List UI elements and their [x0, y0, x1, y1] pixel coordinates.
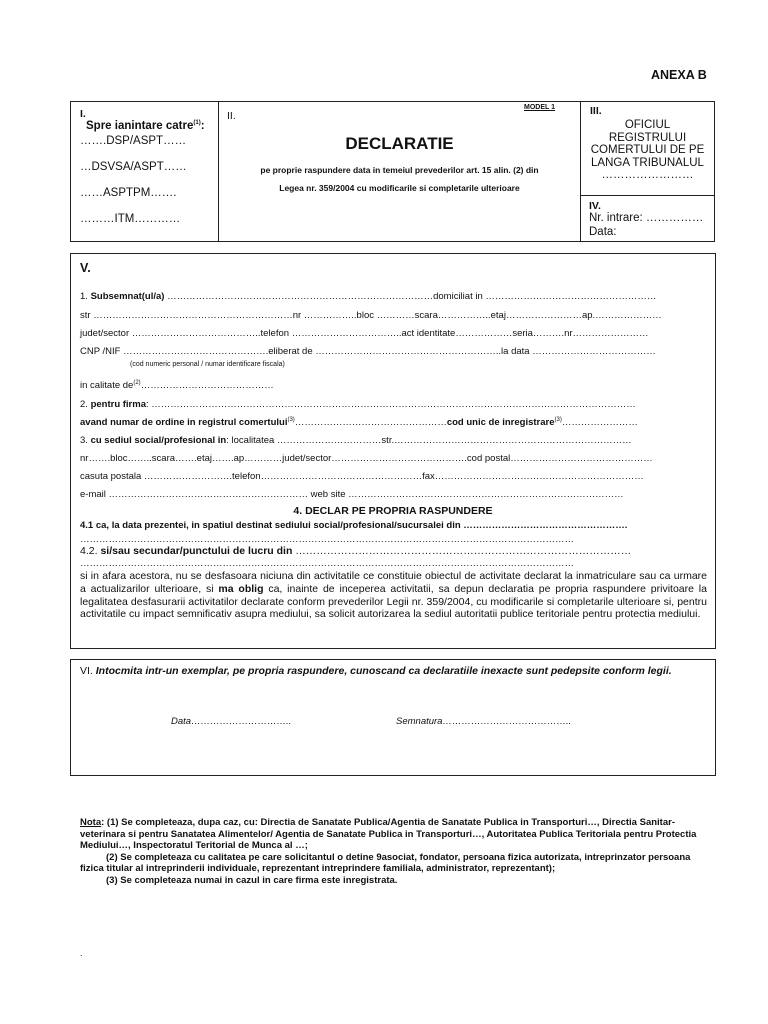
- cnp-row: CNP /NIF ……………………………………….eliberat de …………………………………………………..la data …………………………………: [80, 346, 656, 357]
- section-v-number: V.: [80, 261, 91, 275]
- note-2: (2) Se completeaza cu calitatea pe care solicitantul o detine 9asociat, fondator, persoana fizica autorizata, intreprinzator persoana fizica titular al intreprinderii individuale, reprezentant intreprindere familiala, administrator, reprezentant);: [80, 851, 691, 874]
- annex-label: ANEXA B: [651, 68, 707, 82]
- registry-office: OFICIUL REGISTRULUI COMERTULUI DE PE LANGA TRIBUNALUL ……………………: [590, 119, 705, 181]
- declare-heading: 4. DECLAR PE PROPRIA RASPUNDERE: [293, 505, 493, 517]
- registered-office-row: 3. cu sediul social/profesional in: localitatea ……………………………str.…………………………………………………………………: [80, 435, 632, 446]
- entry-number-field: Nr. intrare: ……………: [589, 212, 704, 224]
- subsemnat-row: 1. Subsemnat(ul/a) …………………………………………………………………………domiciliat in ………………………………………………: [80, 291, 657, 302]
- entry-date-field: Data:: [589, 226, 617, 238]
- section-i-title: Spre ianintare catre$^{(1)}$:: [86, 120, 205, 132]
- section-i-number: I.: [80, 108, 86, 120]
- section-vi-statement: VI. Intocmita intr-un exemplar, pe propria raspundere, cunoscand ca declaratiile inexacte sunt pedepsite conform legii.: [80, 665, 672, 677]
- postal-phone-fax-row: casuta postala ……………………….telefon……………………………………………fax…………………………………………………………: [80, 471, 644, 482]
- declaration-4-2: 4.2. si/sau secundar/punctului de lucru din ……………………………………………………………………………………: [80, 545, 632, 557]
- note-1: Nota: (1) Se completeaza, dupa caz, cu: Directia de Sanatate Publica/Agentia de Sanatate Publica in Transporturi…, Directia Sanitar-veterinara si pentru Sanatatea Alimentelor/ Agentia de Sanatate Publica in Transporturi…, Autoritatea Publica Teritoriala pentru Protectia Mediului…, Inspectoratul Teritorial de Munca al …;: [80, 817, 697, 851]
- declaration-paragraph: si in afara acestora, nu se desfasoara niciuna din activitatile ce constituie obiectul de activitate declarat la inmatriculare sau ca urmare a actualizarilor ulterioare, si ma oblig ca, inainte de inceperea activitatii, sa depun declaratia pe propria raspundere privitoare la legalitatea desfasurarii activitatilor declarate conform prevederilor Legii nr. 359/2004, cu modificarile si completarile ulterioare si, pentru activitatile cu impact semnificativ asupra mediului, sa solicit autorizarea la sediul autoritatii publice teritoriale pentru protectia mediului.: [80, 570, 707, 621]
- county-phone-id-row: judet/sector …………………………………..telefon ……………………………..act identitate………………seria……….nr……………………: [80, 328, 649, 339]
- declaration-subtitle-line2: Legea nr. 359/2004 cu modificarile si completarile ulterioare: [279, 183, 520, 193]
- recipient-dsvsa: …DSVSA/ASPT……: [80, 161, 187, 173]
- footer-dot: .: [80, 948, 83, 959]
- date-field: Data…………………………..: [171, 716, 292, 727]
- section-ii-number: II.: [227, 110, 236, 122]
- recipient-asptpm: ……ASPTPM…….: [80, 187, 177, 199]
- section-iv-box: [580, 195, 715, 242]
- model-label: MODEL 1: [524, 104, 555, 111]
- recipient-dsp: …….DSP/ASPT……: [80, 135, 187, 147]
- notes-block: [80, 817, 710, 886]
- declaration-title: DECLARATIE: [345, 134, 454, 153]
- signature-field: Semnatura…………………………………..: [396, 716, 572, 727]
- note-3: (3) Se completeaza numai in cazul in care firma este inregistrata.: [106, 874, 398, 886]
- office-address-row: nr…….bloc……..scara…….etaj…….ap…………judet/sector…………………………………….cod postal………………………………………: [80, 453, 653, 464]
- capacity-row: in calitate $de^{(2)}\dots\dots\dots\dots\dots\dots\dots\dots\dots\dots\dots\dots\dots\dots$: [80, 379, 274, 391]
- declaration-subtitle-line1: pe proprie raspundere data in temeiul prevederilor art. 15 alin. (2) din: [260, 165, 539, 175]
- recipient-itm: ………ITM…………: [80, 213, 181, 225]
- dotted-line-1: …………………………………………………………………………………………………………………………………………: [80, 534, 574, 545]
- registry-number-row: avand numar de ordine in registrul comertului$^{(3)}$…………………………………………cod unic de inregistrare$^{(3)}$……………………: [80, 416, 638, 428]
- declaration-4-1: 4.1 ca, la data prezentei, in spatiul destinat sediului social/profesional/sucursalei din …………………………………………….: [80, 520, 628, 531]
- cnp-note: (cod numeric personal / numar identificare fiscala): [130, 361, 285, 368]
- email-website-row: e-mail ……………………………………………………… web site ……………………………………………………………………………: [80, 489, 624, 500]
- section-iii-number: III.: [590, 105, 602, 117]
- section-iv-number: IV.: [589, 200, 601, 212]
- address-row: str ………………………………………………………nr ……………..bloc …………scara……………..etaj……………………ap.…………………: [80, 310, 662, 321]
- firm-row: 2. pentru firma: ………………………………………………………………………………………………………………………………………: [80, 399, 636, 410]
- dotted-line-2: …………………………………………………………………………………………………………………………………………: [80, 558, 574, 569]
